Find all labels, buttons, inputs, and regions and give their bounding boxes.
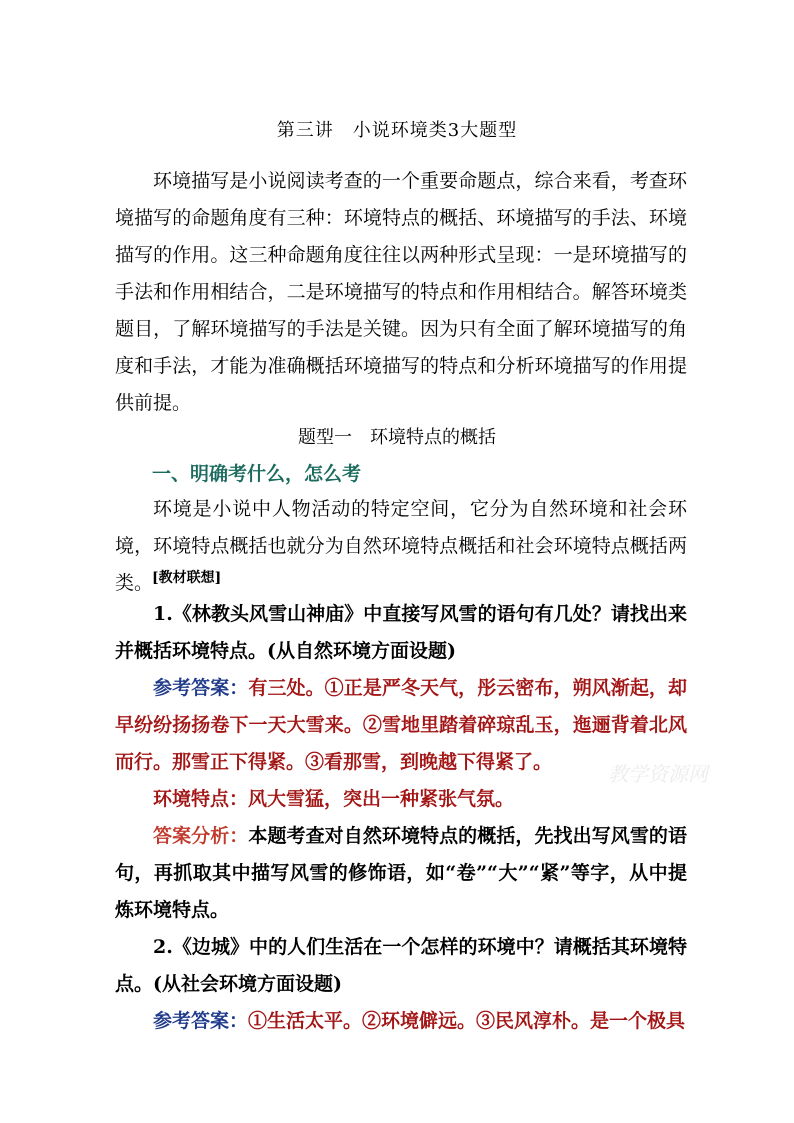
- analysis-text: 本题考查对自然环境特点的概括，先找出写风雪的语句，再抓取其中描写风雪的修饰语，如“卷”“大”“紧”等字，从中提炼环境特点。: [115, 825, 687, 921]
- section-intro-paragraph: 环境是小说中人物活动的特定空间，它分为自然环境和社会环境，环境特点概括也就分为自然环境特点概括和社会环境特点概括两类。: [115, 498, 687, 594]
- question-1-answer: [115, 670, 687, 781]
- intro-paragraph: 环境描写是小说阅读考查的一个重要命题点，综合来看，考查环境描写的命题角度有三种：环境特点的概括、环境描写的手法、环境描写的作用。这三种命题角度往往以两种形式呈现：一是环境描写的手法和作用相结合，二是环境描写的特点和作用相结合。解答环境类题目，了解环境描写的手法是关键。因为只有全面了解环境描写的角度和手法，才能为准确概括环境描写的特点和分析环境描写的作用提供前提。: [115, 170, 687, 414]
- question-1-analysis: [115, 818, 687, 929]
- answer-text-2: ①生活太平。②环境僻远。③民风淳朴。是一个极具: [248, 1010, 686, 1032]
- question-2-answer: [115, 1003, 687, 1040]
- page-title: 第三讲 小说环境类3大题型: [276, 120, 518, 141]
- watermark: 教学资源网: [608, 762, 708, 786]
- analysis-label: 答案分析：: [153, 825, 249, 847]
- question-1-feature: [115, 781, 687, 818]
- section-heading: 一、明确考什么，怎么考: [152, 463, 362, 485]
- question-1: [115, 596, 687, 670]
- feature-text: 环境特点：风大雪猛，突出一种紧张气氛。: [153, 788, 515, 810]
- answer-text: 有三处。①正是严冬天气，彤云密布，朔风渐起，却早纷纷扬扬卷下一天大雪来。②雪地里踏着碎琼乱玉，迤逦背着北风而行。那雪正下得紧。③看那雪，到晚越下得紧了。: [115, 677, 687, 773]
- textbook-tag: [教材联想]: [152, 570, 222, 586]
- question-1-text: 1.《林教头风雪山神庙》中直接写风雪的语句有几处？请找出来并概括环境特点。(从自然环境方面设题): [115, 603, 687, 662]
- question-2-text: 2.《边城》中的人们生活在一个怎样的环境中？请概括其环境特点。(从社会环境方面设题): [115, 936, 687, 995]
- section-subtitle: 题型一 环境特点的概括: [298, 427, 496, 448]
- answer-label-2: 参考答案：: [153, 1010, 249, 1032]
- question-2: [115, 929, 687, 1003]
- answer-label: 参考答案：: [153, 677, 249, 699]
